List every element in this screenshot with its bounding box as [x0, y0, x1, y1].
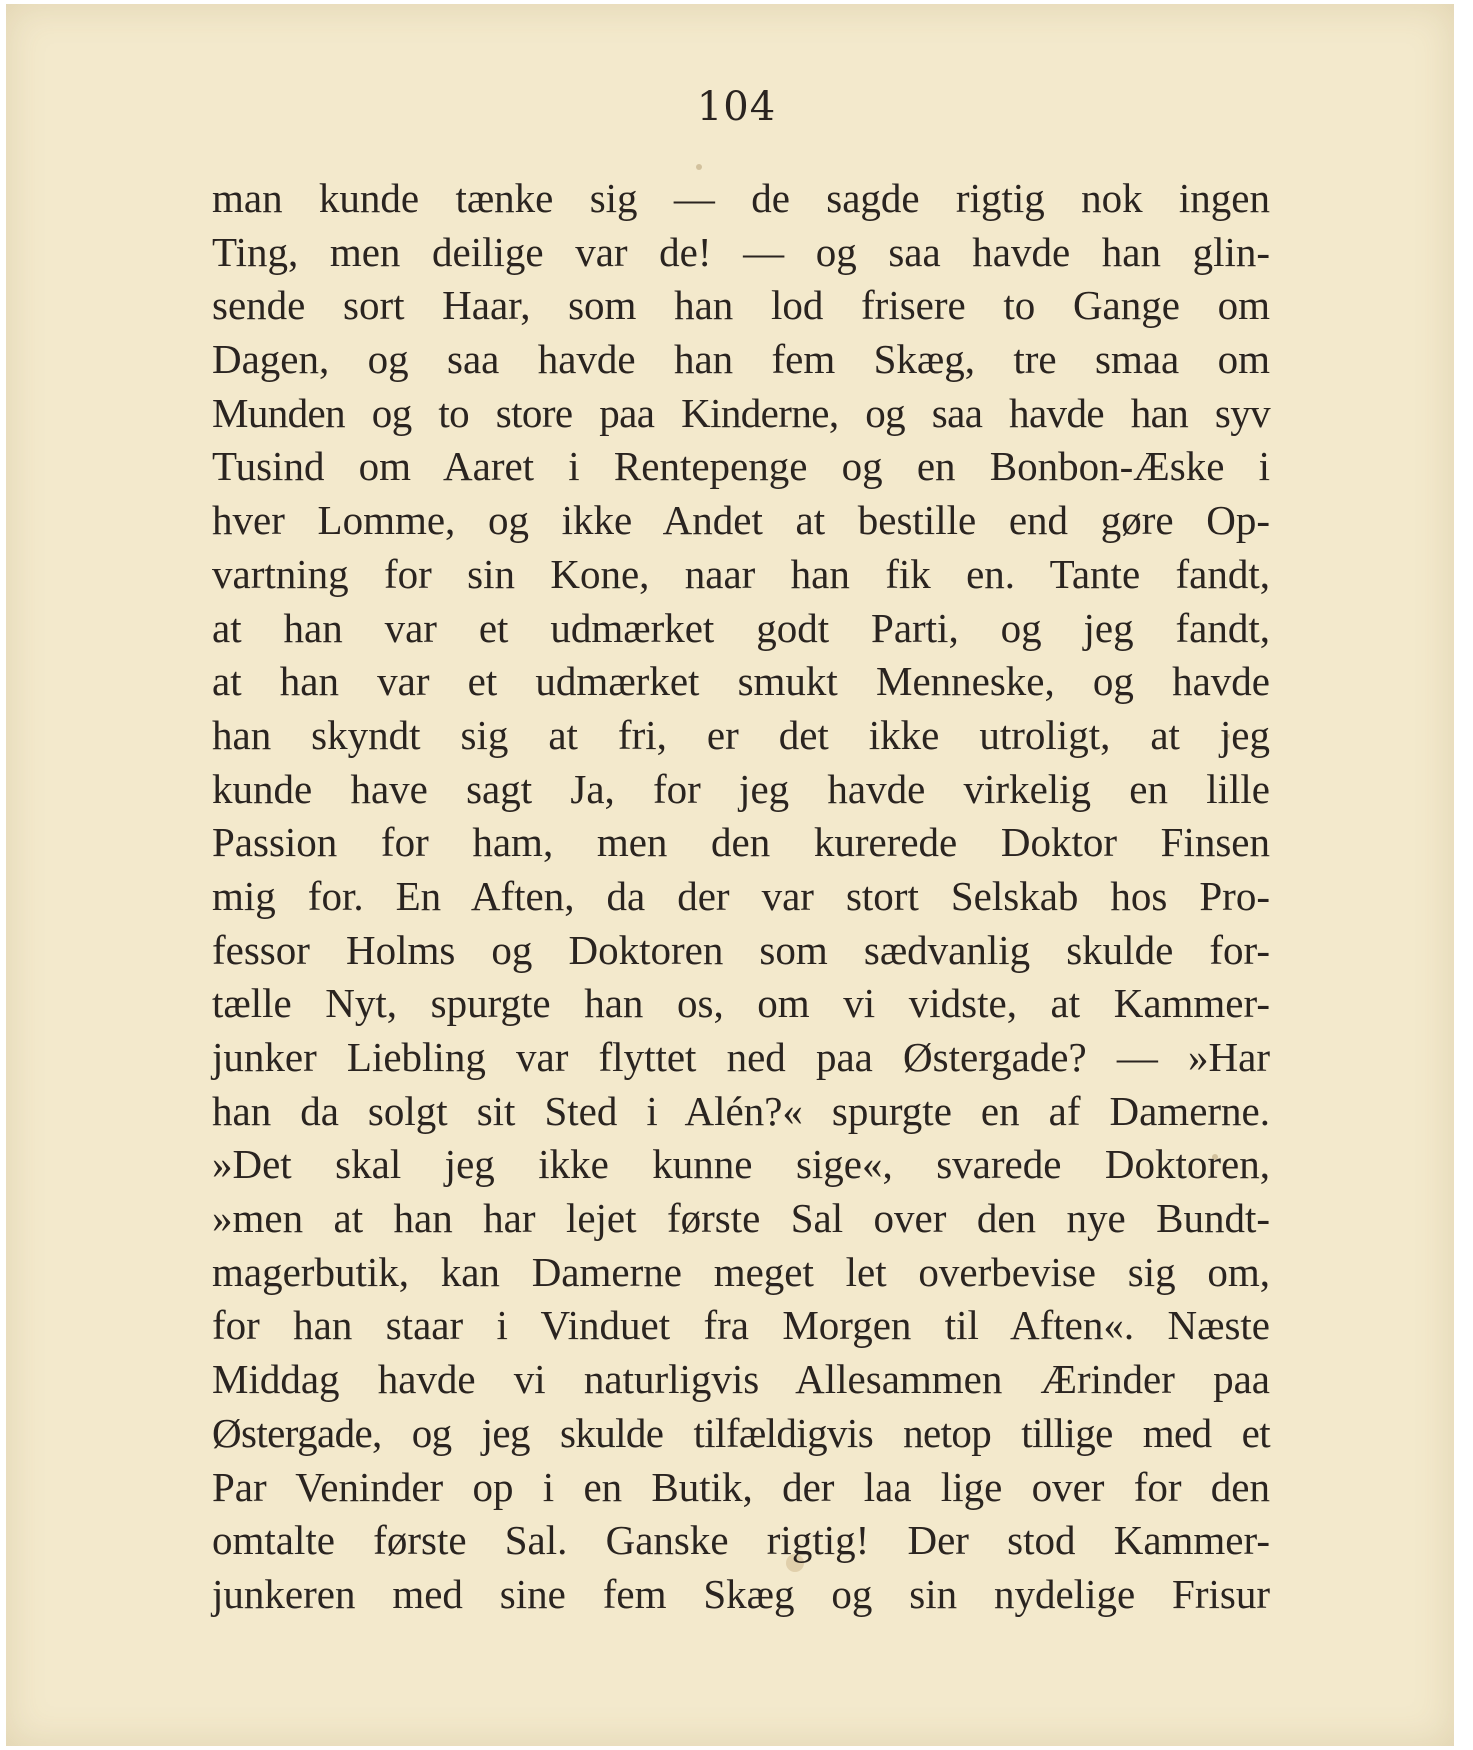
text-line: omtalte første Sal. Ganske rigtig! Der stod Kammer-	[212, 1517, 1270, 1564]
body-text	[212, 172, 1270, 1622]
text-line: vartning for sin Kone, naar han fik en. Tante fandt,	[212, 550, 1270, 597]
page-number: 104	[696, 84, 777, 130]
text-line: mig for. En Aften, da der var stort Selskab hos Pro-	[212, 872, 1270, 919]
text-line: »men at han har lejet første Sal over den nye Bundt-	[212, 1195, 1270, 1242]
text-line: junkeren med sine fem Skæg og sin nydelige Frisur	[212, 1570, 1270, 1617]
text-line: Passion for ham, men den kurerede Doktor Finsen	[212, 819, 1270, 866]
paper-stain	[696, 164, 702, 170]
text-line: Munden og to store paa Kinderne, og saa havde han syv	[212, 389, 1270, 436]
text-line: sende sort Haar, som han lod frisere to Gange om	[212, 282, 1270, 329]
text-line: man kunde tænke sig — de sagde rigtig nok ingen	[212, 175, 1270, 221]
text-line: magerbutik, kan Damerne meget let overbevise sig om,	[212, 1248, 1270, 1295]
text-line: han skyndt sig at fri, er det ikke utroligt, at jeg	[212, 711, 1270, 758]
text-line: at han var et udmærket godt Parti, og jeg fandt,	[212, 604, 1270, 651]
text-line: for han staar i Vinduet fra Morgen til Aften«. Næste	[212, 1302, 1270, 1349]
text-line: Par Veninder op i en Butik, der laa lige over for den	[212, 1463, 1270, 1510]
text-line: junker Liebling var flyttet ned paa Østergade? — »Har	[212, 1034, 1270, 1080]
text-line: Dagen, og saa havde han fem Skæg, tre smaa om	[212, 336, 1270, 383]
text-line: fessor Holms og Doktoren som sædvanlig skulde for-	[212, 926, 1270, 973]
text-line: han da solgt sit Sted i Alén?« spurgte en af Damerne.	[212, 1087, 1270, 1134]
text-line: at han var et udmærket smukt Menneske, og havde	[212, 658, 1270, 705]
text-line: Ting, men deilige var de! — og saa havde han glin-	[212, 228, 1270, 275]
text-line: kunde have sagt Ja, for jeg havde virkelig en lille	[212, 765, 1270, 812]
text-line: tælle Nyt, spurgte han os, om vi vidste, at Kammer-	[212, 980, 1270, 1027]
text-line: Østergade, og jeg skulde tilfældigvis netop tillige med et	[212, 1409, 1270, 1456]
text-line: »Det skal jeg ikke kunne sige«, svarede Doktoren,	[212, 1141, 1270, 1188]
text-line: Tusind om Aaret i Rentepenge og en Bonbon-Æske i	[212, 443, 1270, 490]
text-line: hver Lomme, og ikke Andet at bestille end gøre Op-	[212, 497, 1270, 544]
text-line: Middag havde vi naturligvis Allesammen Ærinder paa	[212, 1356, 1270, 1403]
